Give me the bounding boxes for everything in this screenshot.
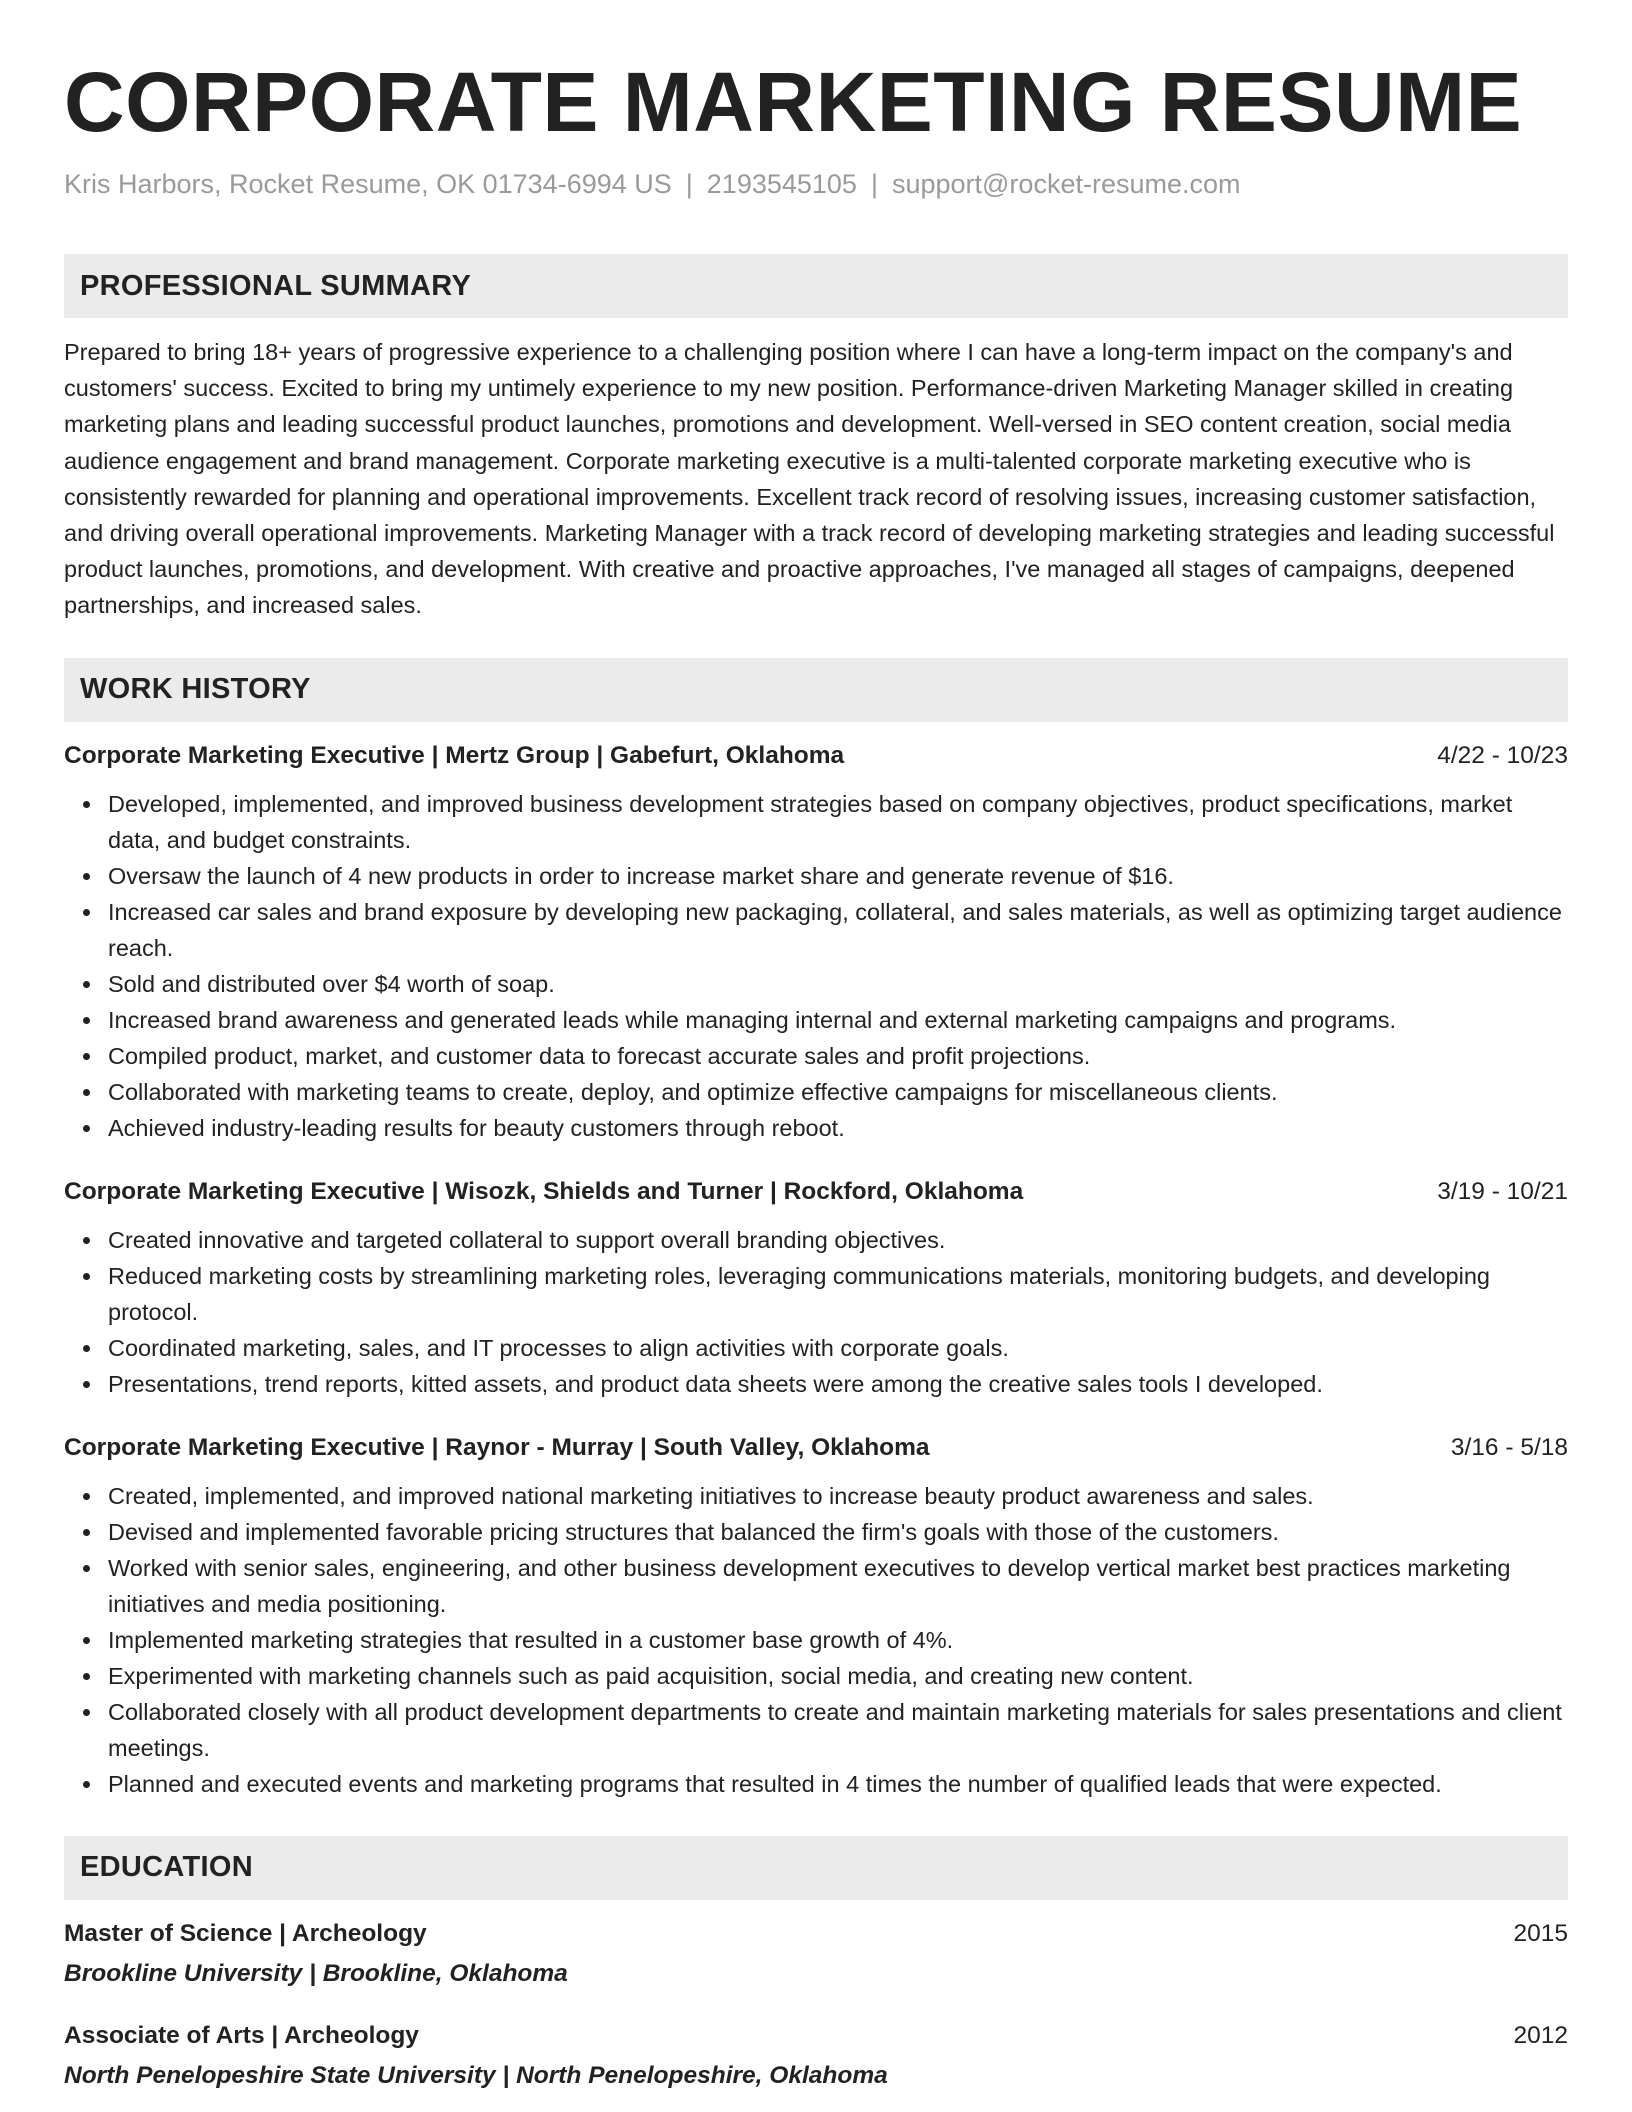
job-entry <box>64 1432 1568 1802</box>
job-entry <box>64 1176 1568 1402</box>
contact-line <box>64 166 1568 202</box>
summary-text: Prepared to bring 18+ years of progressive experience to a challenging position where I can have a long-term impact on the company's and customers' success. Excited to bring my untimely experience to my new position. Performance-driven Marketing Manager skilled in creating marketing plans and leading successful product launches, promotions and development. Well-versed in SEO content creation, social media audience engagement and brand management. Corporate marketing executive is a multi-talented corporate marketing executive who is consistently rewarded for planning and operational improvements. Excellent track record of resolving issues, increasing customer satisfaction, and driving overall operational improvements. Marketing Manager with a track record of developing marketing strategies and leading successful product launches, promotions, and development. With creative and proactive approaches, I've managed all stages of campaigns, deepened partnerships, and increased sales. <box>64 339 1555 619</box>
job-bullet: Devised and implemented favorable pricing structures that balanced the firm's goals with those of the customers. <box>108 1514 1568 1550</box>
education-degree: Associate of Arts | Archeology <box>64 2021 419 2049</box>
job-dates: 4/22 - 10/23 <box>1437 741 1568 769</box>
section-header-education: EDUCATION <box>64 1836 1568 1900</box>
job-bullet: Developed, implemented, and improved business development strategies based on company objectives, product specifications, market data, and budget constraints. <box>108 786 1568 858</box>
job-bullet: Compiled product, market, and customer data to forecast accurate sales and profit projections. <box>108 1038 1568 1074</box>
resume-title: CORPORATE MARKETING RESUME <box>64 55 1523 149</box>
job-bullet: Implemented marketing strategies that resulted in a customer base growth of 4%. <box>108 1622 1568 1658</box>
job-bullet: Collaborated closely with all product development departments to create and maintain marketing materials for sales presentations and client meetings. <box>108 1694 1568 1766</box>
job-header <box>64 740 1568 772</box>
education-entry <box>64 1918 1568 1990</box>
job-header <box>64 1432 1568 1464</box>
job-dates: 3/16 - 5/18 <box>1450 1433 1568 1461</box>
job-bullets <box>64 1222 1568 1402</box>
education-header <box>64 2020 1568 2052</box>
job-bullet: Worked with senior sales, engineering, and other business development executives to develop vertical market best practices marketing initiatives and media positioning. <box>108 1550 1568 1622</box>
job-title: Corporate Marketing Executive | Wisozk, Shields and Turner | Rockford, Oklahoma <box>64 1177 1024 1205</box>
job-title: Corporate Marketing Executive | Mertz Group | Gabefurt, Oklahoma <box>64 741 845 769</box>
job-bullet: Increased car sales and brand exposure by developing new packaging, collateral, and sales materials, as well as optimizing target audience reach. <box>108 894 1568 966</box>
section-header-work-history: WORK HISTORY <box>64 658 1568 722</box>
education-entry <box>64 2020 1568 2092</box>
contact-email: support@rocket-resume.com <box>891 169 1241 199</box>
job-bullet: Created innovative and targeted collateral to support overall branding objectives. <box>108 1222 1568 1258</box>
contact-phone: 2193545105 <box>706 169 857 199</box>
education-school: Brookline University | Brookline, Oklahoma <box>64 1959 568 1987</box>
contact-separator: | <box>685 169 693 199</box>
job-bullet: Sold and distributed over $4 worth of soap. <box>108 966 1568 1002</box>
education-year: 2012 <box>1513 2021 1568 2049</box>
education-header <box>64 1918 1568 1950</box>
job-bullet: Created, implemented, and improved national marketing initiatives to increase beauty product awareness and sales. <box>108 1478 1568 1514</box>
job-bullet: Achieved industry-leading results for beauty customers through reboot. <box>108 1110 1568 1146</box>
education-degree: Master of Science | Archeology <box>64 1919 427 1947</box>
contact-address: Kris Harbors, Rocket Resume, OK 01734-6994 US <box>64 169 672 199</box>
contact-separator: | <box>870 169 878 199</box>
job-dates: 3/19 - 10/21 <box>1437 1177 1568 1205</box>
job-entry <box>64 740 1568 1146</box>
job-header <box>64 1176 1568 1208</box>
job-title: Corporate Marketing Executive | Raynor - Murray | South Valley, Oklahoma <box>64 1433 930 1461</box>
job-bullets <box>64 786 1568 1146</box>
job-bullet: Coordinated marketing, sales, and IT processes to align activities with corporate goals. <box>108 1330 1568 1366</box>
job-bullets <box>64 1478 1568 1802</box>
education-year: 2015 <box>1513 1919 1568 1947</box>
section-header-summary: PROFESSIONAL SUMMARY <box>64 254 1568 318</box>
job-bullet: Oversaw the launch of 4 new products in order to increase market share and generate revenue of $16. <box>108 858 1568 894</box>
job-bullet: Presentations, trend reports, kitted assets, and product data sheets were among the creative sales tools I developed. <box>108 1366 1568 1402</box>
job-bullet: Planned and executed events and marketing programs that resulted in 4 times the number of qualified leads that were expected. <box>108 1766 1568 1802</box>
education-school: North Penelopeshire State University | North Penelopeshire, Oklahoma <box>64 2061 888 2089</box>
job-bullet: Experimented with marketing channels such as paid acquisition, social media, and creating new content. <box>108 1658 1568 1694</box>
job-bullet: Increased brand awareness and generated leads while managing internal and external marketing campaigns and programs. <box>108 1002 1568 1038</box>
job-bullet: Collaborated with marketing teams to create, deploy, and optimize effective campaigns for miscellaneous clients. <box>108 1074 1568 1110</box>
job-bullet: Reduced marketing costs by streamlining marketing roles, leveraging communications materials, monitoring budgets, and developing protocol. <box>108 1258 1568 1330</box>
